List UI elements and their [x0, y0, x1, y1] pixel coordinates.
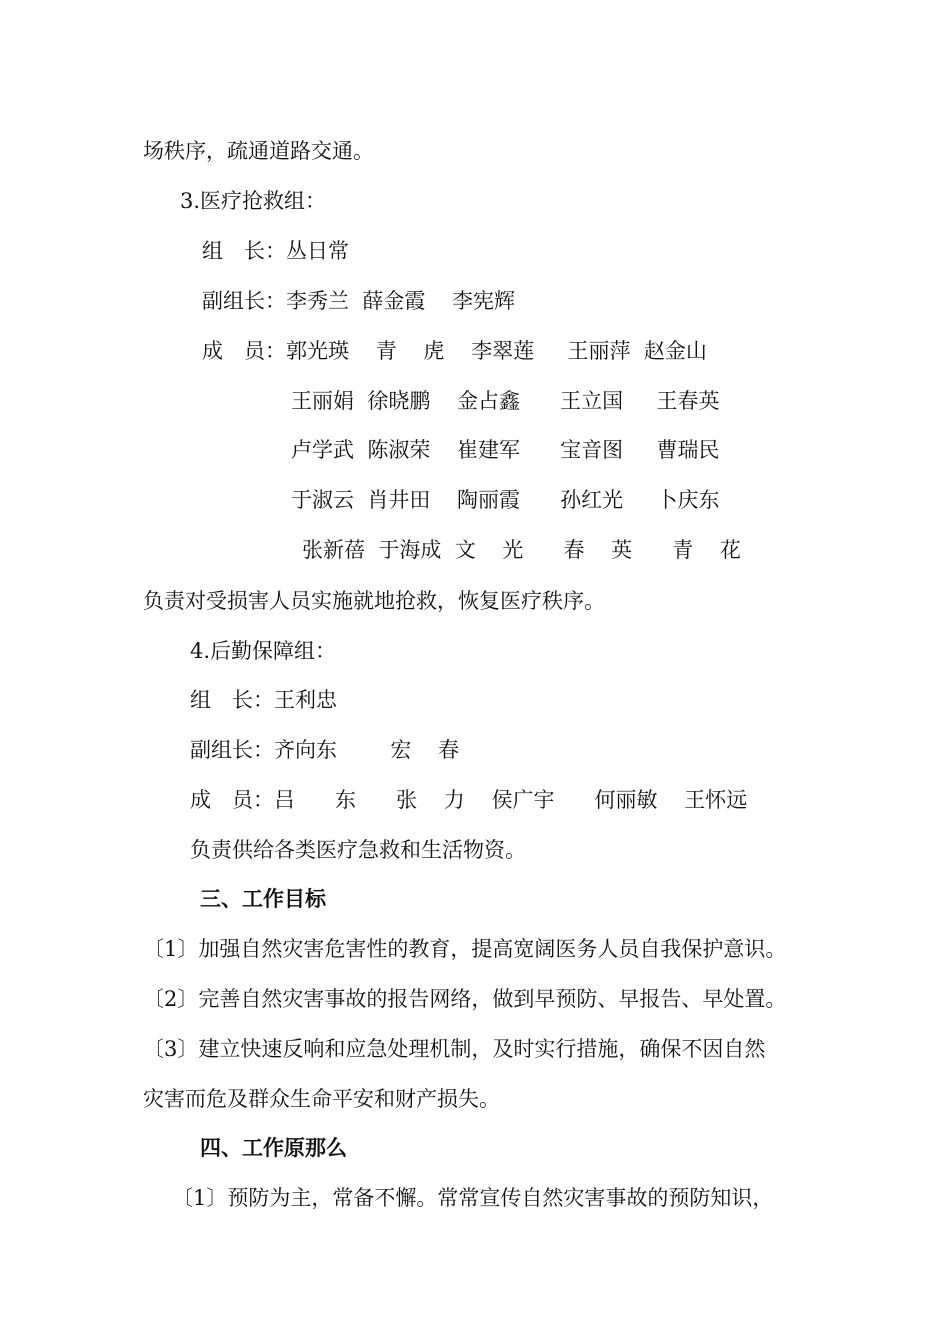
- leader-line: 组 长：王利忠: [190, 688, 337, 712]
- responsibility-line: 负责供给各类医疗急救和生活物资。: [190, 838, 526, 862]
- goal-item-continuation: 灾害而危及群众生命平安和财产损失。: [143, 1087, 500, 1111]
- section-heading-logistics: 4.后勤保障组：: [190, 639, 337, 663]
- members-line: 卢学武 陈淑荣 崔建军 宝音图 曹瑞民: [291, 438, 720, 462]
- principle-item: 〔1〕预防为主，常备不懈。常常宣传自然灾害事故的预防知识，: [172, 1186, 774, 1210]
- section-heading-goals: 三、工作目标: [200, 887, 326, 911]
- deputy-leader-line: 副组长：李秀兰 薛金霞 李宪辉: [202, 289, 516, 313]
- goal-item: 〔1〕加强自然灾害危害性的教育，提高宽阔医务人员自我保护意识。: [143, 937, 787, 961]
- section-heading-medical-rescue: 3.医疗抢救组：: [180, 189, 327, 213]
- section-heading-principles: 四、工作原那么: [200, 1136, 347, 1160]
- goal-item: 〔2〕完善自然灾害事故的报告网络，做到早预防、早报告、早处置。: [143, 987, 787, 1011]
- leader-line: 组 长：丛日常: [202, 239, 349, 263]
- paragraph-continuation: 场秩序，疏通道路交通。: [143, 139, 374, 163]
- responsibility-line: 负责对受损害人员实施就地抢救，恢复医疗秩序。: [143, 589, 605, 613]
- members-line: 王丽娟 徐晓鹏 金占鑫 王立国 王春英: [291, 389, 720, 413]
- members-line: 于淑云 肖井田 陶丽霞 孙红光 卜庆东: [291, 488, 720, 512]
- deputy-leader-line: 副组长：齐向东 宏 春: [190, 738, 460, 762]
- members-line: 成 员：吕 东 张 力 侯广宇 何丽敏 王怀远: [190, 788, 748, 812]
- members-line: 张新蓓 于海成 文 光 春 英 青 花: [302, 538, 741, 562]
- members-line: 成 员：郭光瑛 青 虎 李翠莲 王丽萍 赵金山: [202, 339, 707, 363]
- goal-item: 〔3〕建立快速反响和应急处理机制，及时实行措施，确保不因自然: [143, 1037, 766, 1061]
